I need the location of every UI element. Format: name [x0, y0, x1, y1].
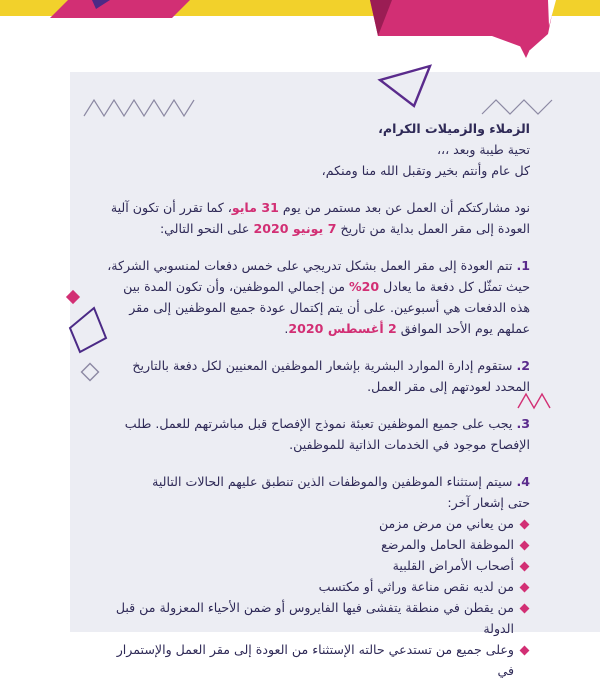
point-1-percent: 20%: [349, 279, 380, 294]
point-2: [100, 355, 530, 397]
point-2-number: 2.: [516, 358, 530, 373]
header-speech-bubble-graphic: [0, 0, 600, 80]
point-1-number: 1.: [516, 258, 530, 273]
point-2-text: ستقوم إدارة الموارد البشرية بإشعار الموظفين المعنيين لكل دفعة بالتاريخ المحدد لعودتهم إلى مقر العمل.: [132, 358, 530, 394]
intro-date-return: 7 يونيو 2020: [253, 221, 337, 236]
point-1-date: 2 أغسطس 2020: [288, 321, 397, 336]
intro-text-3: على النحو التالي:: [159, 221, 254, 236]
point-4-heading-2: حتى إشعار آخر:: [447, 495, 530, 510]
point-4-text-1: سيتم إستثناء الموظفين والموظفات الذين تنطبق عليهم الحالات التالية: [152, 474, 513, 489]
salutation: الزملاء والزميلات الكرام،: [378, 121, 530, 136]
list-item-text: وعلى جميع من تستدعي حالته الإستثناء من العودة إلى مقر العمل والإستمرار في: [116, 642, 514, 678]
intro-date-remote: 31 مايو: [231, 200, 279, 215]
list-item-text: من لديه نقص مناعة وراثي أو مكتسب: [318, 579, 514, 594]
greeting-line-1: تحية طيبة وبعد ،،،: [436, 142, 530, 157]
list-item-text: الموظفة الحامل والمرضع: [381, 537, 514, 552]
point-1: [100, 255, 530, 339]
list-item: [100, 534, 530, 555]
diamond-bullet-icon: [520, 646, 530, 656]
diamond-bullet-icon: [520, 562, 530, 572]
intro-paragraph: [100, 197, 530, 239]
point-1-text-2: من إجمالي الموظفين، وأن تكون المدة بين هذه الدفعات هي أسبوعين. على أن يتم إكتمال عودة جميع الموظفين إلى مقر عملهم يوم الأحد الموافق: [123, 279, 530, 336]
point-3: [100, 413, 530, 455]
exception-list: [100, 513, 530, 681]
point-1-end: .: [284, 321, 289, 336]
diamond-bullet-icon: [520, 604, 530, 614]
diamond-bullet-icon: [520, 583, 530, 593]
list-item: [100, 639, 530, 681]
point-4-number: 4.: [516, 474, 530, 489]
letter-body: [100, 118, 530, 681]
list-item-text: أصحاب الأمراض القلبية: [392, 558, 514, 573]
point-3-number: 3.: [516, 416, 530, 431]
intro-text-2: ، كما تقرر أن تكون آلية العودة إلى مقر العمل بداية من تاريخ: [110, 200, 530, 236]
intro-text-1: نود مشاركتكم أن العمل عن بعد مستمر من يوم: [278, 200, 530, 215]
list-item: [100, 513, 530, 534]
diamond-bullet-icon: [520, 541, 530, 551]
greeting-line-2: كل عام وأنتم بخير وتقبل الله منا ومنكم،: [321, 163, 530, 178]
list-item-text: من يقطن في منطقة يتفشى فيها الفايروس أو ضمن الأحياء المعزولة من قبل الدولة: [115, 600, 514, 636]
list-item: [100, 555, 530, 576]
diamond-bullet-icon: [520, 520, 530, 530]
point-4-heading: [100, 471, 530, 492]
list-item: [100, 576, 530, 597]
list-item-text: من يعاني من مرض مزمن: [378, 516, 514, 531]
point-3-text: يجب على جميع الموظفين تعبئة نموذج الإفصاح قبل مباشرتهم للعمل. طلب الإفصاح موجود في الخدمات الذاتية للموظفين.: [124, 416, 530, 452]
point-1-text-1: تتم العودة إلى مقر العمل بشكل تدريجي على خمس دفعات لمنسوبي الشركة، حيث تمثّل كل دفعة ما يعادل: [107, 258, 530, 294]
list-item: [100, 597, 530, 639]
